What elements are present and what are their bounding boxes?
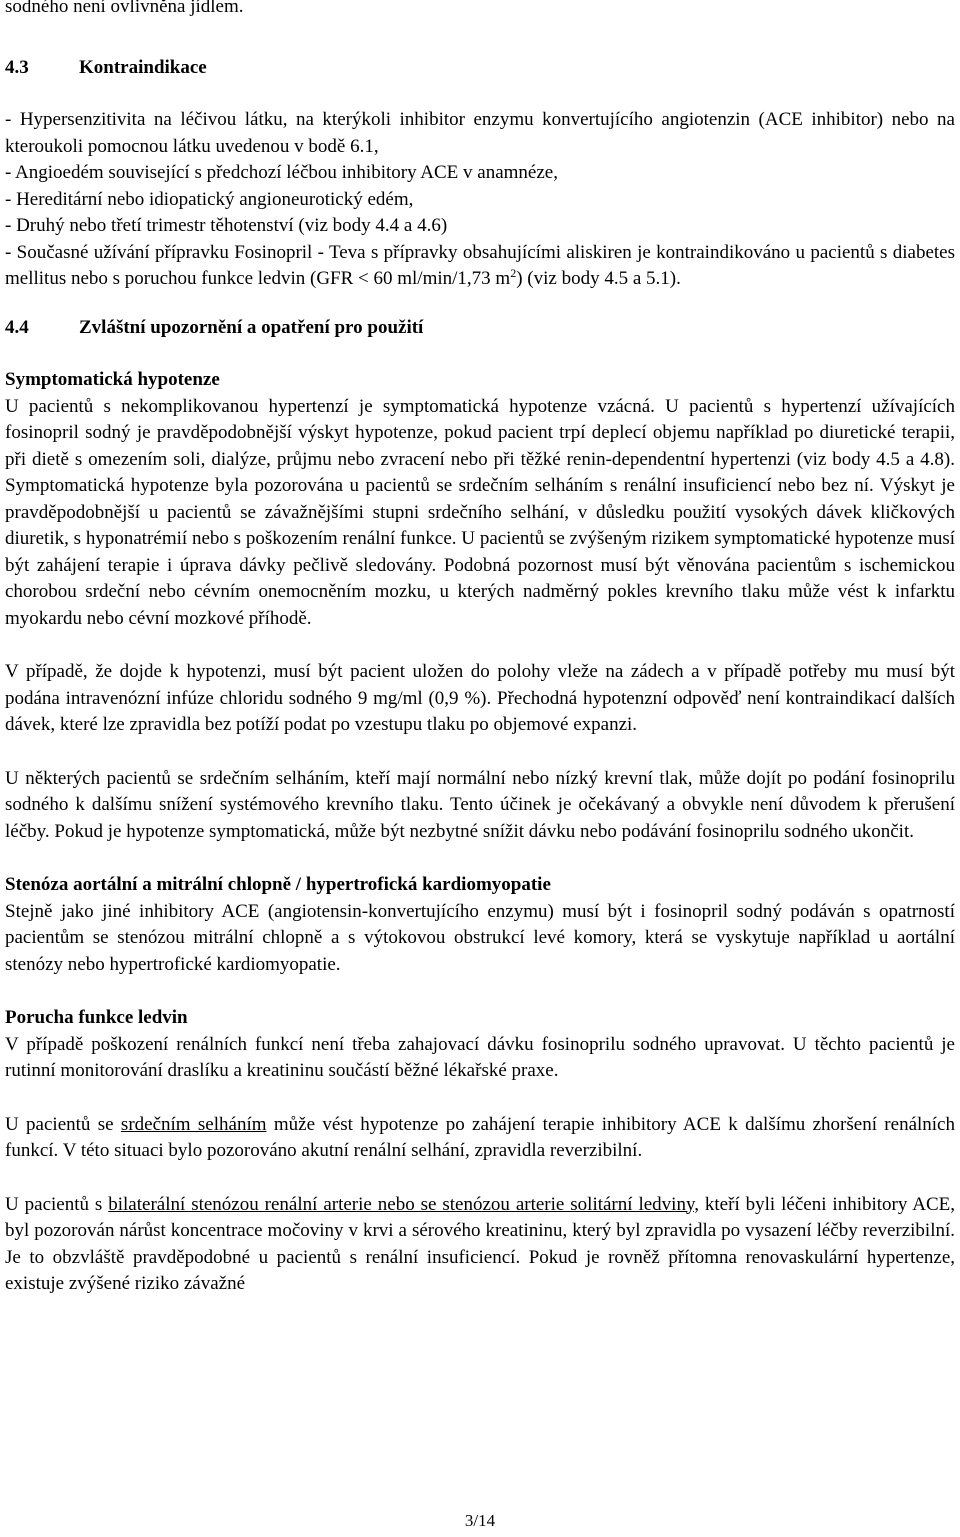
paragraph: Stejně jako jiné inhibitory ACE (angiotensin-konvertujícího enzymu) musí být i fosinopril sodný podáván s opatrností pacientům se stenózou mitrální chlopně a s výtokovou obstrukcí levé komory, která se vyskytuje například u aortální stenózy nebo hypertrofické kardiomyopatie. [5,900,955,975]
section-title: Kontraindikace [79,56,207,78]
underlined-term: srdečním selháním [120,1113,267,1135]
list-item: - Angioedém související s předchozí léčbou inhibitory ACE v anamnéze, [5,162,558,183]
subheading-renal: Porucha funkce ledvin [5,1007,188,1028]
section-number: 4.4 [5,316,29,338]
subheading-hypotension: Symptomatická hypotenze [5,369,220,390]
document-page [5,0,955,1298]
subheading-stenosis: Stenóza aortální a mitrální chlopně / hypertrofická kardiomyopatie [5,874,551,895]
page-number: 3/14 [464,1511,496,1530]
section-heading-4-4 [5,315,955,342]
superscript: 2 [510,266,517,280]
text: U pacientů s [5,1193,109,1215]
paragraph: U některých pacientů se srdečním selháním, kteří mají normální nebo nízký krevní tlak, může dojít po podání fosinoprilu sodného k dalšímu snížení systémového krevního tlaku. Tento účinek je očekávaný a obvykle není důvodem k přerušení léčby. Pokud je hypotenze symptomatická, může být nezbytné snížit dávku nebo podávání fosinoprilu sodného ukončit. [5,767,955,842]
list-item [5,240,955,293]
paragraph: V případě poškození renálních funkcí není třeba zahajovací dávku fosinoprilu sodného upravovat. U těchto pacientů je rutinní monitorování draslíku a kreatininu součástí běžné lékařské praxe. [5,1033,955,1081]
list-item-text: - Současné užívání přípravku Fosinopril - Teva s přípravky obsahujícími aliskiren je kontraindikováno u pacientů s diabetes mellitus nebo s poruchou funkce ledvin (GFR < 60 ml/min/1,73 m [5,241,955,289]
list-item: - Hypersenzitivita na léčivou látku, na kterýkoli inhibitor enzymu konvertujícího angiotenzin (ACE inhibitor) nebo na kteroukoli pomocnou látku uvedenou v bodě 6.1, [5,109,955,157]
text: kteří byli léčeni inhibitory ACE, byl pozorován nárůst koncentrace močoviny v krvi a sérového kreatininu, který byl zpravidla po vysazení léčby reverzibilní. Je to obzvláště pravděpodobné u pacientů s renální insuficiencí. Pokud je rovněž přítomna renovaskulární hypertenze, existuje zvýšené riziko závažné [5,1193,955,1294]
continued-text: sodného není ovlivněna jídlem. [5,0,244,17]
section-number: 4.3 [5,56,29,78]
section-heading-4-3 [5,55,955,82]
list-item: - Druhý nebo třetí trimestr těhotenství (viz body 4.4 a 4.6) [5,215,448,236]
list-item-text-end: ) (viz body 4.5 a 5.1). [516,268,681,289]
paragraph [5,1112,955,1165]
paragraph: V případě, že dojde k hypotenzi, musí být pacient uložen do polohy vleže na zádech a v případě potřeby mu musí být podána intravenózní infúze chloridu sodného 9 mg/ml (0,9 %). Přechodná hypotenzní odpověď není kontraindikací dalších dávek, které lze zpravidla bez potíží podat po vzestupu tlaku po objemové expanzi. [5,661,955,735]
list-item: - Hereditární nebo idiopatický angioneurotický edém, [5,188,414,210]
contraindications-list [5,107,955,293]
text: může vést hypotenze po zahájení terapie inhibitory ACE k dalšímu zhoršení renálních funkcí. V této situaci bylo pozorováno akutní renální selhání, zpravidla reverzibilní. [5,1113,955,1161]
text: U pacientů se [5,1113,121,1135]
section-title: Zvláštní upozornění a opatření pro použití [79,316,424,338]
paragraph: U pacientů s nekomplikovanou hypertenzí je symptomatická hypotenze vzácná. U pacientů s hypertenzí užívajících fosinopril sodný je pravděpodobnější výskyt hypotenze, pokud pacient trpí deplecí objemu například po diuretické terapii, při dietě s omezením soli, dialýze, průjmu nebo zvracení nebo při těžké renin-dependentní hypertenzi (viz body 4.5 a 4.8). Symptomatická hypotenze byla pozorována u pacientů se srdečním selháním s renální insuficiencí nebo bez ní. Výskyt je pravděpodobnější u pacientů se závažnějšími stupni srdečního selhání, v důsledku použití vysokých dávek kličkových diuretik, s hyponatrémií nebo s poškozením renální funkce. U pacientů se zvýšeným rizikem symptomatické hypotenze musí být zahájení terapie i úprava dávky pečlivě sledovány. Podobná pozornost musí být věnována pacientům s ischemickou chorobou srdeční nebo cévním onemocněním mozku, u kterých nadměrný pokles krevního tlaku může vést k infarktu myokardu nebo cévní mozkové příhodě. [5,395,955,629]
paragraph [5,1192,955,1298]
underlined-term: bilaterální stenózou renální arterie nebo se stenózou arterie solitární ledviny, [108,1193,699,1215]
